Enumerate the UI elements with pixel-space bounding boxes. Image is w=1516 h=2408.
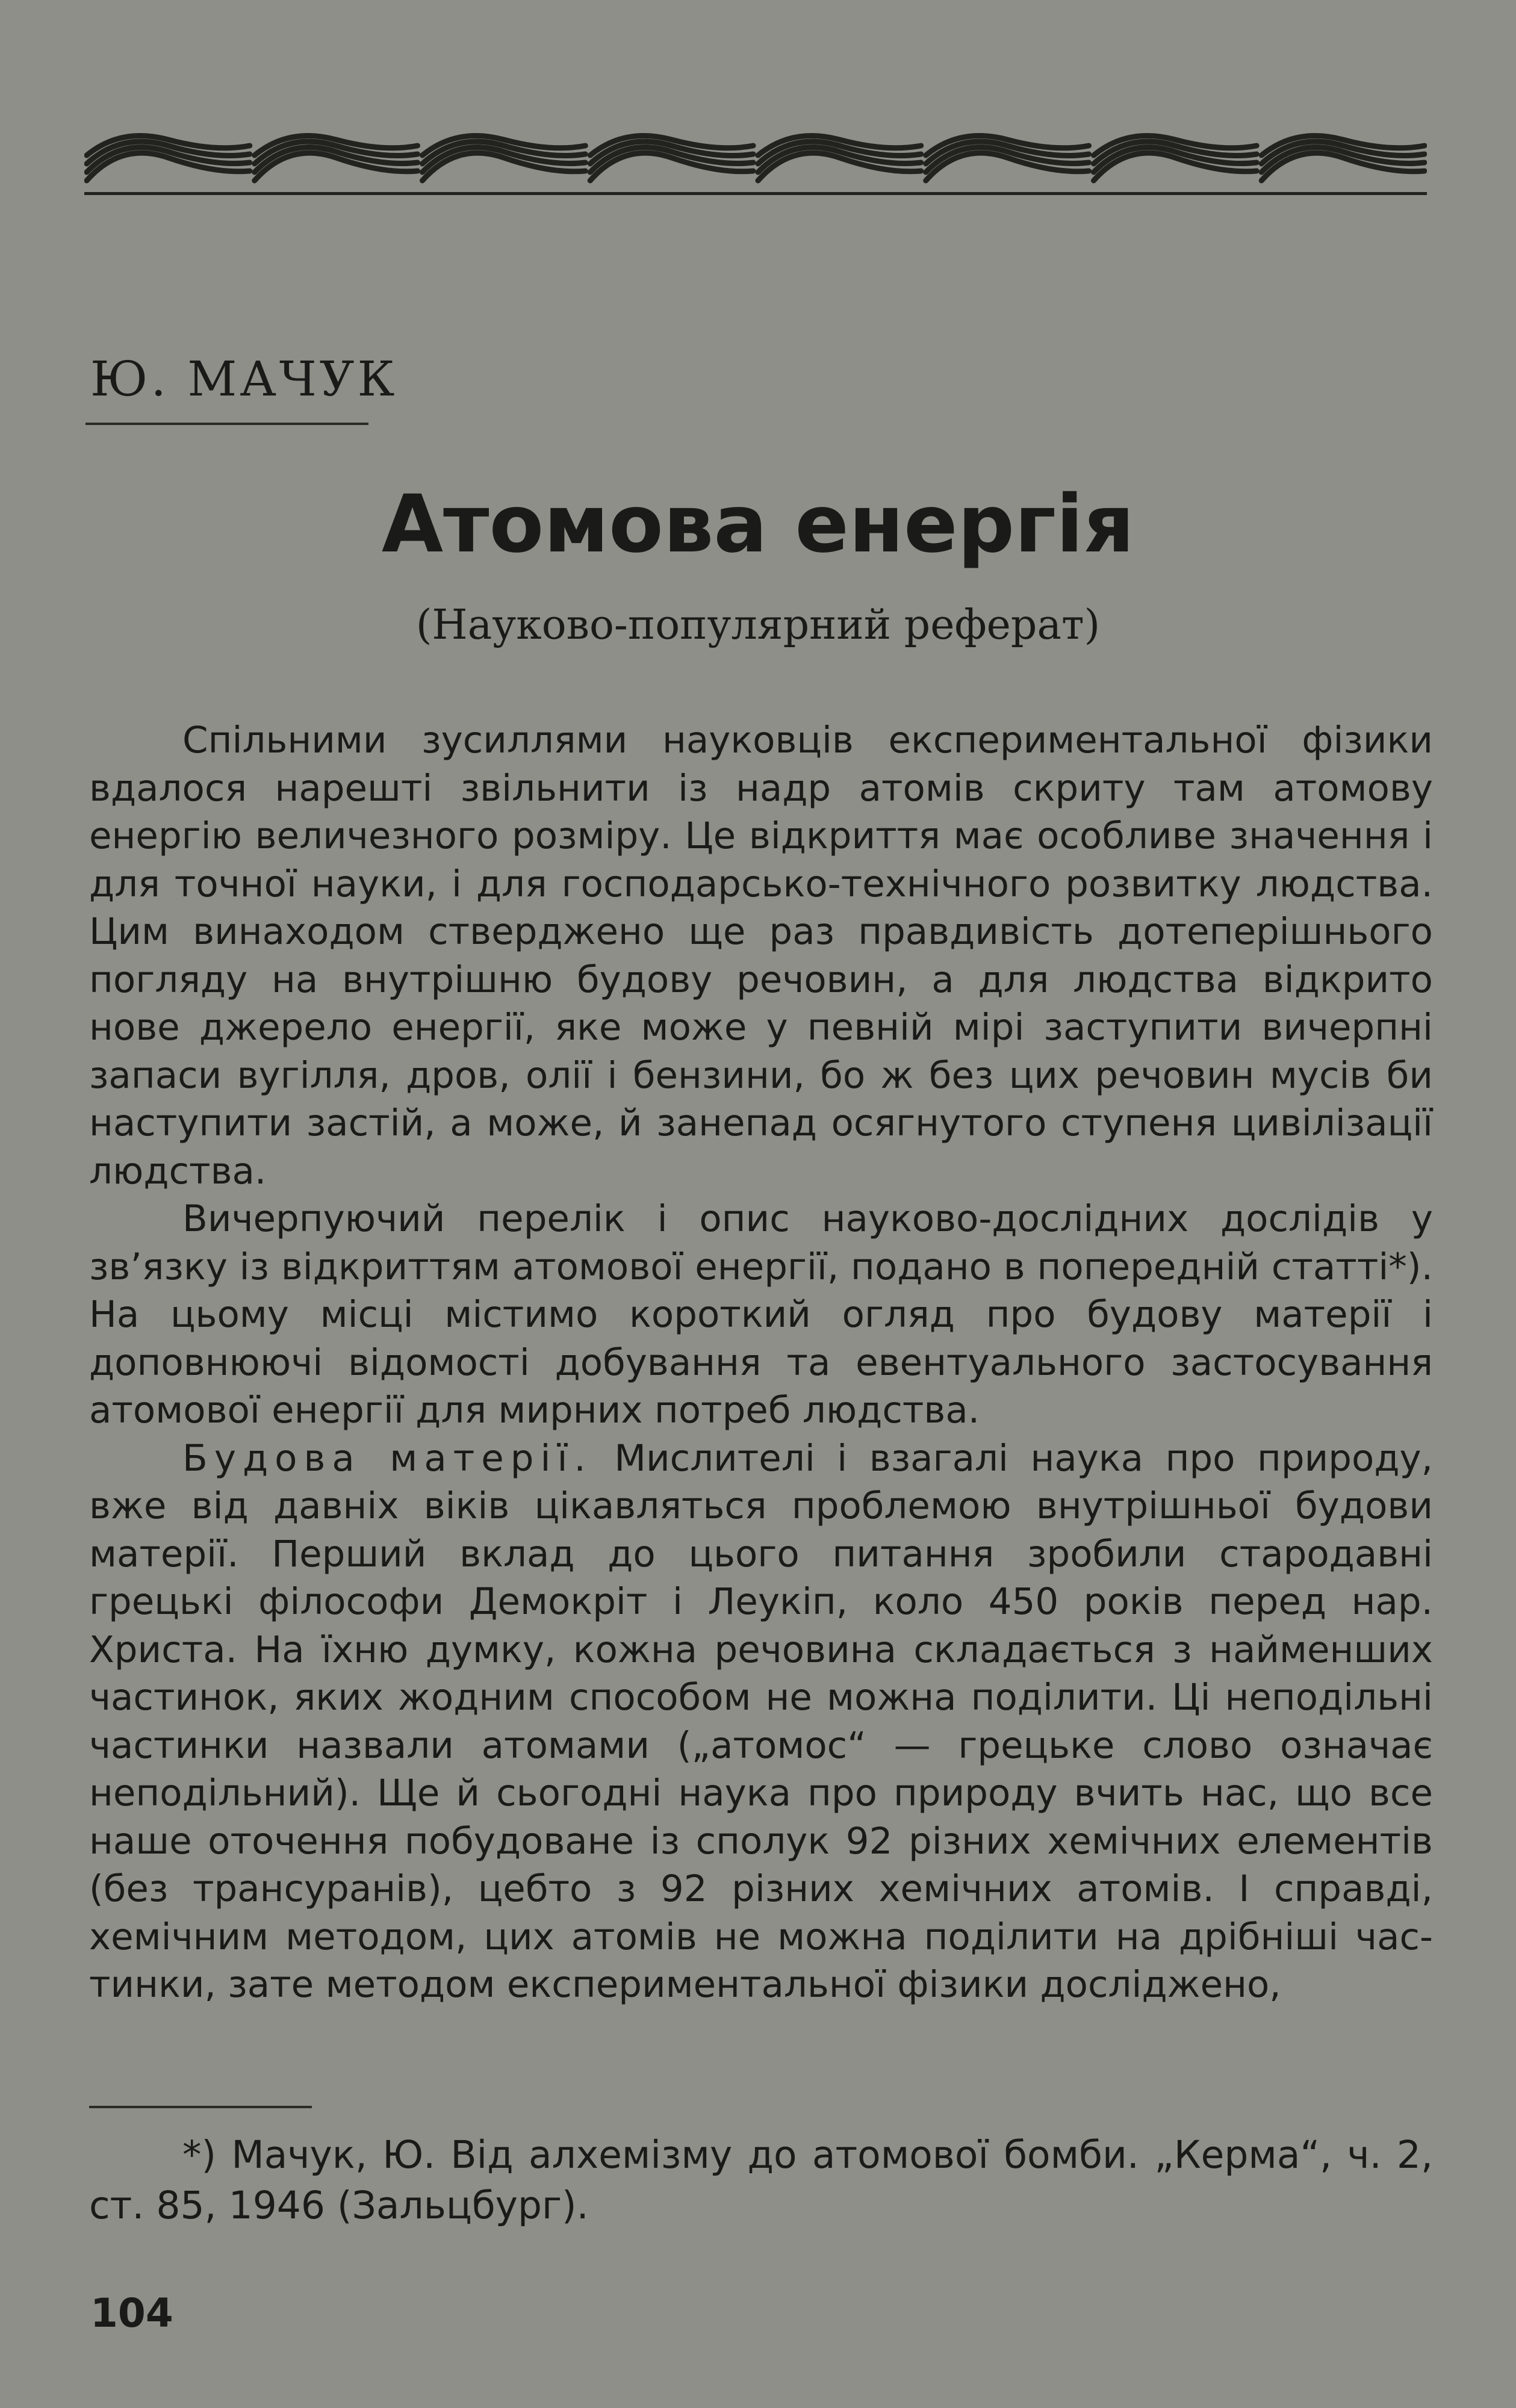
- paragraph-text: Вичерпуючий перелік і опис науково-дослідних дослідів у зв’язку із відкриттям атомової енергії, подано в попередній статті*). На цьому місці містимо короткий огляд про будову матерії і доповнюючі відомості добування та евентуального застосування атомової енергії для мирних потреб людства.: [89, 1197, 1433, 1432]
- page-number: 104: [90, 2290, 173, 2336]
- footnote-separator: [89, 2106, 312, 2108]
- author-underline: [85, 423, 368, 425]
- article-subtitle: (Науково-популярний реферат): [415, 601, 1101, 649]
- footnote: *) Мачук, Ю. Від алхемізму до атомової бомби. „Керма“, ч. 2, ст. 85, 1946 (Зальцбург).: [89, 2133, 1433, 2227]
- article-body: [89, 716, 1433, 2009]
- paragraph: [89, 1195, 1433, 1435]
- paragraph-text: Спільними зусиллями науковців експериментальної фізики вдалося нарешті звільнити із надр атомів скриту там атомову енергію величезного розміру. Це відкриття має особливе значення і для точної науки, і для господарсько-технічного розвитку людства. Цим винаходом стверджено ще раз правдивість дотеперішнього погляду на внутрішню будову речовин, а для людства відкрито нове джерело енергії, яке може у певній мірі заступити вичерпні запаси вугілля, дров, олії і бензини, бо ж без цих речовин мусів би наступити застій, а може, й занепад осягнутого ступеня цивілізації людства.: [89, 719, 1433, 1193]
- author-name: Ю. МАЧУК: [90, 351, 398, 407]
- paragraph: [89, 1435, 1433, 2009]
- paragraph: [89, 716, 1433, 1195]
- wave-ornament-icon: [84, 111, 1427, 202]
- article-title: Атомова енергія: [381, 478, 1135, 571]
- section-heading: Будова матерії.: [182, 1436, 592, 1480]
- paragraph-text: Мислителі і взагалі наука про природу, вже від давніх віків цікавляться проблемою внутрішньої будови матерії. Перший вклад до цього питання зробили стародавні грецькі філософи Демокріт і Леукіп, коло 450 років перед нар. Христа. На їхню думку, кожна речовина складається з найменших частинок, яких жодним способом не можна поділити. Ці неподільні частинки назвали атомами („атомос“ — грецьке слово означає неподільний). Ще й сьогодні наука про природу вчить нас, що все наше оточення побудоване із сполук 92 різних хемічних елементів (без трансуранів), цебто з 92 різних хемічних атомів. І справді, хемічним методом, цих атомів не можна поділити на дрібніші частинки, зате методом експериментальної фізики досліджено,: [89, 1436, 1433, 2006]
